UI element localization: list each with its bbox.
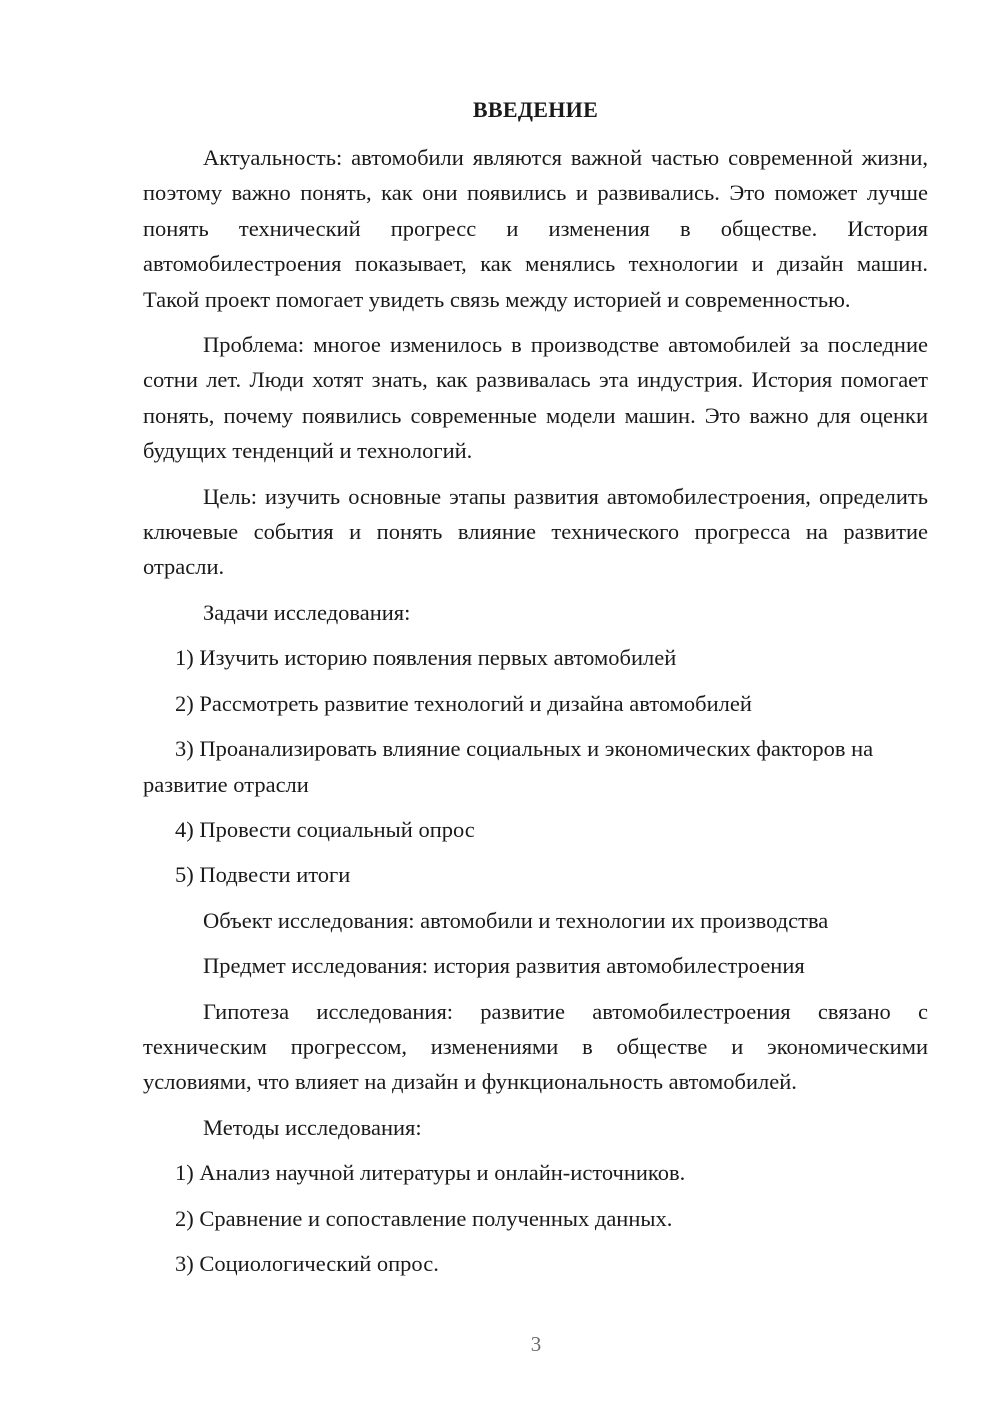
tasks-heading: Задачи исследования: <box>203 599 411 625</box>
document-page <box>143 92 928 1291</box>
task-item: 5) Подвести итоги <box>175 862 351 888</box>
task-item: 3) Проанализировать влияние социальных и экономических факторов на развитие отрасли <box>143 736 874 797</box>
hypothesis-paragraph: Гипотеза исследования: развитие автомобилестроения связано с техническим прогрессом, изменениями в обществе и экономическими условиями, что влияет на дизайн и функциональность автомобилей. <box>143 998 928 1095</box>
method-item: 1) Анализ научной литературы и онлайн-источников. <box>175 1160 686 1186</box>
subject-paragraph: Предмет исследования: история развития автомобилестроения <box>203 953 805 979</box>
relevance-paragraph: Актуальность: автомобили являются важной частью современной жизни, поэтому важно понять, как они появились и развивались. Это поможет лучше понять технический прогресс и изменения в обществе. История автомобилестроения показывает, как менялись технологии и дизайн машин. Такой проект помогает увидеть связь между историей и современностью. <box>143 145 928 312</box>
task-item: 2) Рассмотреть развитие технологий и дизайна автомобилей <box>175 690 752 716</box>
goal-paragraph: Цель: изучить основные этапы развития автомобилестроения, определить ключевые события и понять влияние технического прогресса на развитие отрасли. <box>143 483 928 580</box>
page-number: 3 <box>530 1332 542 1356</box>
problem-paragraph: Проблема: многое изменилось в производстве автомобилей за последние сотни лет. Люди хотят знать, как развивалась эта индустрия. История помогает понять, почему появились современные модели машин. Это важно для оценки будущих тенденций и технологий. <box>143 332 928 464</box>
methods-heading: Методы исследования: <box>203 1114 422 1140</box>
section-heading: ВВЕДЕНИЕ <box>472 97 599 122</box>
method-item: 2) Сравнение и сопоставление полученных данных. <box>175 1205 673 1231</box>
method-item: 3) Социологический опрос. <box>175 1250 439 1276</box>
task-item: 1) Изучить историю появления первых автомобилей <box>175 645 677 671</box>
task-item: 4) Провести социальный опрос <box>175 816 475 842</box>
object-paragraph: Объект исследования: автомобили и технологии их производства <box>203 907 829 933</box>
